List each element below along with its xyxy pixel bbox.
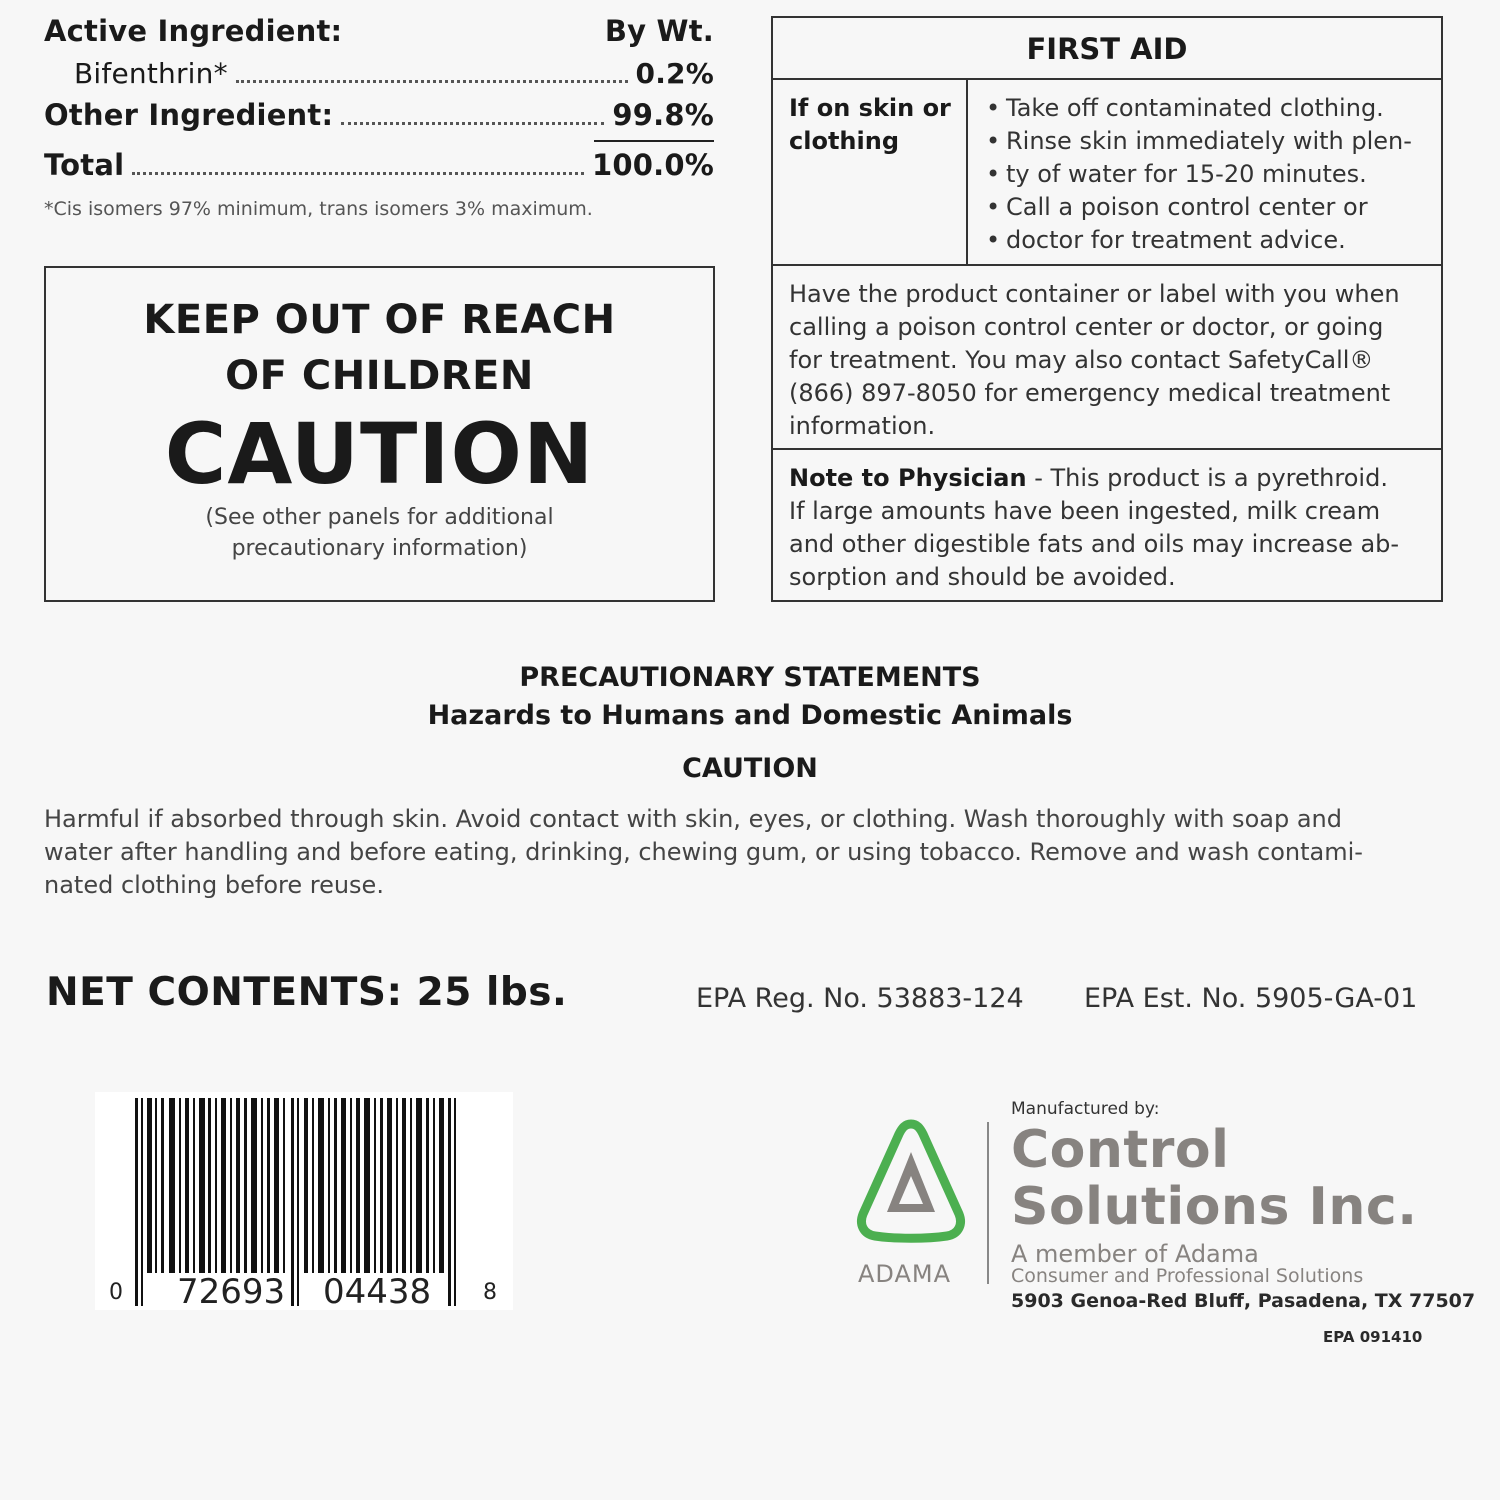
skin-steps-list bbox=[968, 80, 1441, 264]
first-aid-skin-section bbox=[773, 80, 1441, 266]
precautionary-subtitle: Hazards to Humans and Domestic Animals bbox=[427, 700, 1073, 731]
caution-signal-word: CAUTION bbox=[164, 405, 595, 503]
epa-label-code: EPA 091410 bbox=[1323, 1328, 1423, 1346]
precautionary-title: PRECAUTIONARY STATEMENTS bbox=[519, 662, 981, 693]
dot-leader bbox=[132, 172, 584, 175]
physician-line bbox=[789, 462, 1427, 495]
active-ingredient-label: Active Ingredient: bbox=[44, 14, 343, 48]
manufacturer-name-line2: Solutions Inc. bbox=[1011, 1177, 1418, 1237]
keep-out-heading bbox=[46, 292, 713, 404]
general-line: calling a poison control center or doctor, or going bbox=[789, 313, 1384, 341]
by-weight-header: By Wt. bbox=[604, 14, 714, 48]
total-rule bbox=[594, 140, 714, 142]
physician-line: and other digestible fats and oils may increase ab- bbox=[789, 530, 1400, 558]
keep-out-box bbox=[44, 266, 715, 602]
upc-barcode bbox=[95, 1092, 513, 1310]
adama-logo-icon bbox=[855, 1118, 967, 1253]
total-row bbox=[44, 148, 714, 182]
first-aid-general-text bbox=[773, 266, 1441, 450]
precautionary-signal-word: CAUTION bbox=[682, 753, 818, 784]
epa-reg-number: EPA Reg. No. 53883-124 bbox=[696, 983, 1024, 1014]
dot-leader bbox=[236, 80, 628, 83]
active-ingredient-row bbox=[44, 14, 714, 48]
note-to-physician bbox=[773, 450, 1441, 594]
first-aid-title: FIRST AID bbox=[773, 18, 1441, 80]
skin-step: • Rinse skin immediately with plen- bbox=[984, 125, 1431, 158]
skin-step: • Call a poison control center or bbox=[984, 191, 1431, 224]
precaution-line: Harmful if absorbed through skin. Avoid contact with skin, eyes, or clothing. Wash thoroughly with soap and bbox=[44, 805, 1342, 833]
skin-step-continued: • ty of water for 15-20 minutes. bbox=[984, 158, 1431, 191]
barcode-digits-right: 04438 bbox=[323, 1272, 432, 1312]
physician-line: If large amounts have been ingested, milk cream bbox=[789, 497, 1381, 525]
total-label: Total bbox=[44, 148, 125, 182]
adama-logo-wordmark: ADAMA bbox=[858, 1260, 952, 1288]
general-line: (866) 897-8050 for emergency medical treatment bbox=[789, 379, 1391, 407]
caution-note-line1: (See other panels for additional bbox=[205, 505, 554, 530]
isomer-footnote: *Cis isomers 97% minimum, trans isomers 3% maximum. bbox=[44, 198, 593, 220]
bifenthrin-value: 0.2% bbox=[635, 57, 714, 90]
physician-line: sorption and should be avoided. bbox=[789, 563, 1176, 591]
precaution-line: water after handling and before eating, drinking, chewing gum, or using tobacco. Remove and wash contami- bbox=[44, 838, 1363, 866]
manufactured-by-label: Manufactured by: bbox=[1011, 1099, 1160, 1119]
barcode-bars bbox=[95, 1092, 513, 1310]
physician-label: Note to Physician bbox=[789, 464, 1027, 492]
precaution-line: nated clothing before reuse. bbox=[44, 871, 384, 899]
first-aid-box bbox=[771, 16, 1443, 602]
epa-est-number: EPA Est. No. 5905-GA-01 bbox=[1084, 983, 1418, 1014]
skin-label bbox=[773, 80, 968, 264]
keep-out-line1: KEEP OUT OF REACH bbox=[143, 297, 616, 343]
keep-out-line2: OF CHILDREN bbox=[225, 353, 534, 399]
barcode-digits-left: 72693 bbox=[177, 1272, 286, 1312]
manufacturer-name-line1: Control bbox=[1011, 1120, 1230, 1180]
other-ingredient-value: 99.8% bbox=[612, 98, 714, 132]
precautionary-body bbox=[44, 803, 1444, 902]
barcode-digit-system: 0 bbox=[109, 1280, 123, 1305]
skin-step: • Take off contaminated clothing. bbox=[984, 92, 1431, 125]
general-line: Have the product container or label with you when bbox=[789, 280, 1400, 308]
skin-label-line1: If on skin or bbox=[789, 94, 951, 122]
other-ingredient-label: Other Ingredient: bbox=[44, 98, 334, 132]
skin-step-continued: • doctor for treatment advice. bbox=[984, 224, 1431, 257]
total-value: 100.0% bbox=[592, 148, 714, 182]
general-line: for treatment. You may also contact SafetyCall® bbox=[789, 346, 1374, 374]
dot-leader bbox=[341, 122, 604, 125]
member-of-adama: A member of Adama bbox=[1011, 1240, 1259, 1268]
member-division: Consumer and Professional Solutions bbox=[1011, 1265, 1364, 1287]
other-ingredient-row bbox=[44, 98, 714, 132]
caution-note-line2: precautionary information) bbox=[231, 536, 528, 561]
general-line: information. bbox=[789, 412, 936, 440]
net-contents: NET CONTENTS: 25 lbs. bbox=[46, 970, 568, 1015]
skin-label-line2: clothing bbox=[789, 127, 899, 155]
physician-line-text: - This product is a pyrethroid. bbox=[1026, 464, 1388, 492]
manufacturer-address: 5903 Genoa-Red Bluff, Pasadena, TX 77507 bbox=[1011, 1290, 1476, 1312]
bifenthrin-label: Bifenthrin* bbox=[74, 57, 228, 90]
barcode-check-digit: 8 bbox=[483, 1280, 497, 1305]
bifenthrin-row bbox=[74, 57, 714, 90]
logo-divider bbox=[987, 1122, 989, 1284]
